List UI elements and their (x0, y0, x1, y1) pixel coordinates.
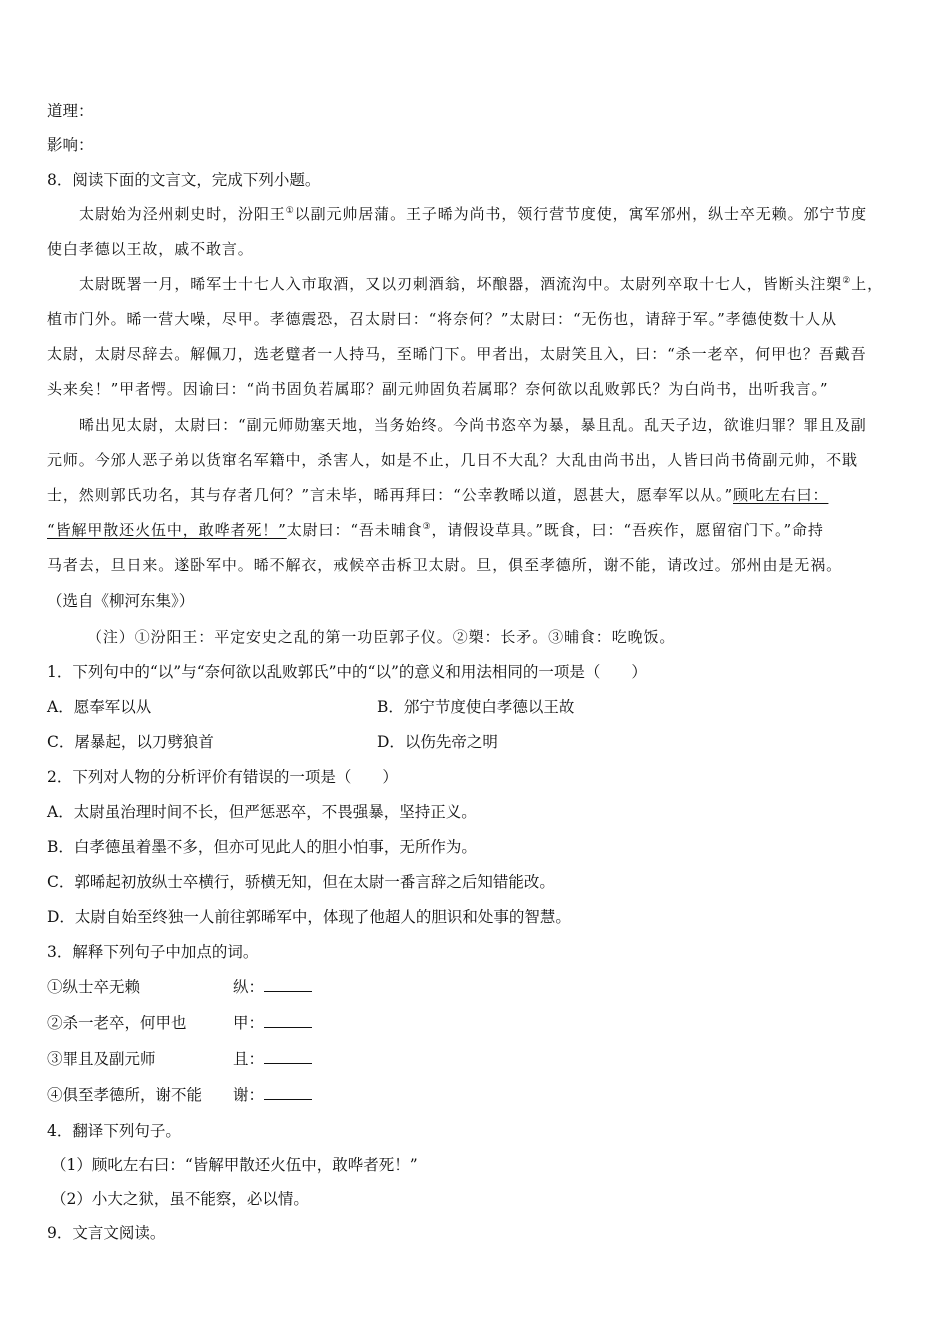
underlined-sentence: 顾叱左右曰： (733, 486, 829, 504)
sub3-sentence: ①纵士卒无赖 (47, 978, 141, 996)
sub3-stem: 3．解释下列句子中加点的词。 (47, 943, 259, 961)
underlined-sentence: “皆解甲散还火伍中，敢哗者死！” (47, 521, 287, 539)
sub1-stem: 1．下列句中的“以”与“奈何欲以乱败郭氏”中的“以”的意义和用法相同的一项是（ ） (47, 663, 647, 681)
answer-blank[interactable] (264, 1084, 312, 1100)
passage-line: 太尉既署一月，晞军士十七人入市取酒，又以刃刺酒翁，坏酿器，酒流沟中。太尉列卒取十七人，皆断头注槊②上， (79, 275, 883, 293)
sub2-option-a: A．太尉虽治理时间不长，但严惩恶卒，不畏强暴，坚持正义。 (47, 803, 477, 821)
answer-label-reason: 道理： (47, 102, 94, 120)
sub1-option-d: D．以伤先帝之明 (377, 733, 498, 751)
answer-blank[interactable] (264, 1012, 312, 1028)
answer-blank[interactable] (264, 976, 312, 992)
answer-label-impact: 影响： (47, 136, 94, 154)
sub2-stem: 2．下列对人物的分析评价有错误的一项是（ ） (47, 768, 398, 786)
footnote-mark: ② (842, 276, 852, 286)
sub3-answer: 甲： (233, 1012, 312, 1034)
sub1-option-c: C．屠暴起，以刀劈狼首 (47, 733, 214, 751)
sub2-option-d: D．太尉自始至终独一人前往郭晞军中，体现了他超人的胆识和处事的智慧。 (47, 908, 571, 926)
passage-notes: （注）①汾阳王：平定安史之乱的第一功臣郭子仪。②槊：长矛。③晡食：吃晚饭。 (87, 628, 676, 646)
passage-line: 士，然则郭氏功名，其与存者几何？”言未毕，晞再拜曰：“公幸教晞以道，恩甚大，愿奉军以从。”顾叱左右曰： (47, 486, 829, 504)
sub4-item: （1）顾叱左右曰：“皆解甲散还火伍中，敢哗者死！” (51, 1156, 418, 1174)
sub3-sentence: ②杀一老卒，何甲也 (47, 1014, 187, 1032)
passage-source: （选自《柳河东集》） (47, 592, 195, 610)
passage-line: “皆解甲散还火伍中，敢哗者死！”太尉曰：“吾未晡食③，请假设草具。”既食，曰：“吾疾作，愿留宿门下。”命持 (47, 521, 824, 539)
q9-heading: 9．文言文阅读。 (47, 1224, 166, 1242)
passage-line: 晞出见太尉，太尉曰：“副元师勋塞天地，当务始终。今尚书恣卒为暴，暴且乱。乱天子边，欲谁归罪？罪且及副 (79, 416, 867, 434)
sub4-stem: 4．翻译下列句子。 (47, 1122, 181, 1140)
passage-line: 太尉始为泾州刺史时，汾阳王①以副元帅居蒲。王子晞为尚书，领行营节度使，寓军邠州，纵士卒无赖。邠宁节度 (79, 205, 868, 223)
q8-heading: 8．阅读下面的文言文，完成下列小题。 (47, 171, 321, 189)
sub1-option-b: B．邠宁节度使白孝德以王故 (377, 698, 575, 716)
passage-line: 头来矣！”甲者愕。因谕曰：“尚书固负若属耶？副元帅固负若属耶？奈何欲以乱败郭氏？为白尚书，出听我言。” (47, 380, 829, 398)
passage-line: 马者去，旦日来。遂卧军中。晞不解衣，戒候卒击柝卫太尉。旦，俱至孝德所，谢不能，请改过。邠州由是无祸。 (47, 556, 843, 574)
sub3-answer: 谢： (233, 1084, 312, 1106)
sub4-item: （2）小大之狱，虽不能察，必以情。 (51, 1190, 309, 1208)
footnote-mark: ③ (422, 522, 432, 532)
footnote-mark: ① (285, 206, 295, 216)
sub3-answer: 且： (233, 1048, 312, 1070)
answer-blank[interactable] (264, 1048, 312, 1064)
sub3-sentence: ③罪且及副元师 (47, 1050, 156, 1068)
passage-line: 元师。今邠人恶子弟以货窜名军籍中，杀害人，如是不止，几日不大乱？大乱由尚书出，人皆曰尚书倚副元帅，不戢 (47, 451, 858, 469)
passage-line: 太尉，太尉尽辞去。解佩刀，选老躄者一人持马，至晞门下。甲者出，太尉笑且入，曰：“杀一老卒，何甲也？吾戴吾 (47, 345, 867, 363)
sub3-sentence: ④俱至孝德所，谢不能 (47, 1086, 203, 1104)
passage-line: 使白孝德以王故，戚不敢言。 (47, 240, 254, 258)
sub1-option-a: A．愿奉军以从 (47, 698, 152, 716)
sub3-answer: 纵： (233, 976, 312, 998)
sub2-option-b: B．白孝德虽着墨不多，但亦可见此人的胆小怕事，无所作为。 (47, 838, 477, 856)
passage-line: 植市门外。晞一营大噪，尽甲。孝德震恐，召太尉曰：“将奈何？”太尉曰：“无伤也，请辞于军。”孝德使数十人从 (47, 310, 837, 328)
sub2-option-c: C．郭晞起初放纵士卒横行，骄横无知，但在太尉一番言辞之后知错能改。 (47, 873, 555, 891)
